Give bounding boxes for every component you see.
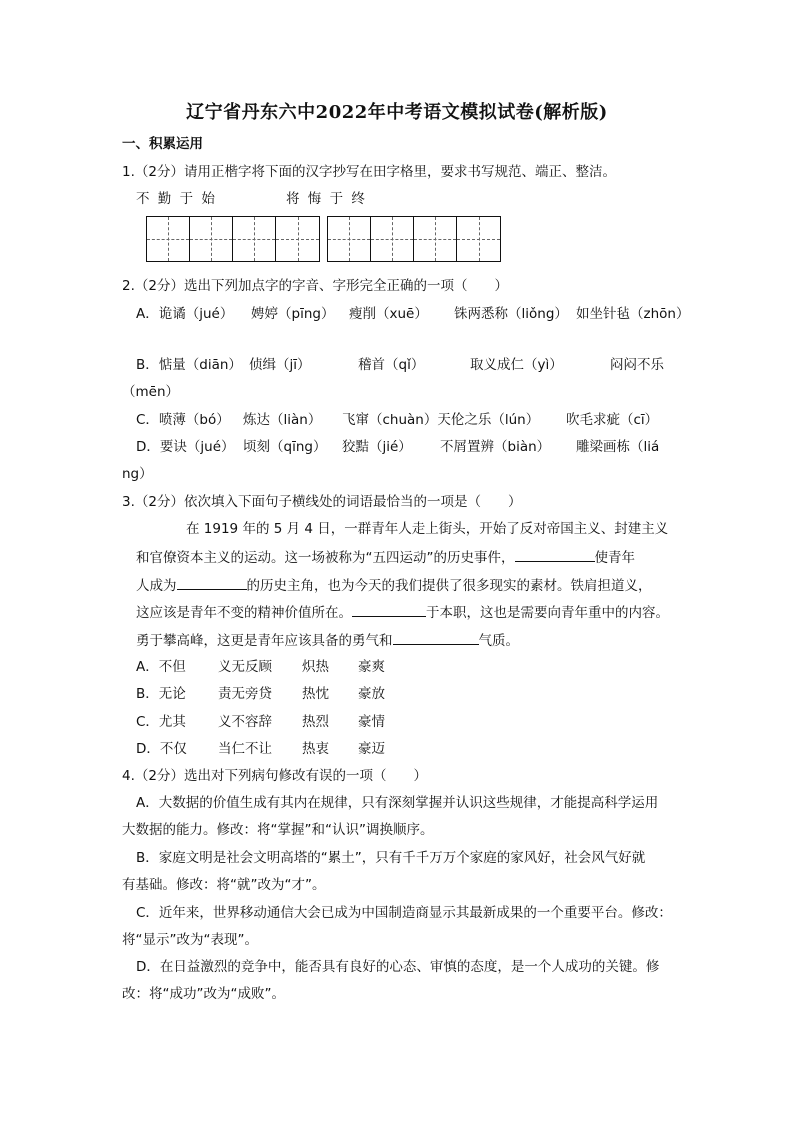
q3-option-a-4: 豪爽 — [358, 659, 385, 675]
q3-text: 气质。 — [478, 633, 519, 649]
q4-option-a-line-1: A．大数据的价值生成有其内在规律，只有深刻掌握并认识这些规律，才能提高科学运用 — [136, 795, 659, 811]
q4-option-b-line-1: B．家庭文明是社会文明高塔的“累土”，只有千千万万个家庭的家风好，社会风气好就 — [136, 850, 646, 866]
q2-option-d-3: 狡黠（jié） — [342, 439, 412, 455]
q2-option-d-5: 雕梁画栋（liá — [576, 439, 660, 455]
q3-option-b-3: 热忱 — [302, 686, 329, 702]
q2-option-c-4: 吹毛求疵（cī） — [566, 412, 659, 428]
tianzige-cell[interactable] — [457, 217, 500, 261]
tianzige-cell[interactable] — [190, 217, 233, 261]
q4-option-d-line-1: D．在日益激烈的竞争中，能否具有良好的心态、审慎的态度，是一个人成功的关键。修 — [136, 959, 660, 975]
q3-option-c-2: 义不容辞 — [218, 714, 272, 730]
q3-option-d-1: D．不仅 — [136, 741, 187, 757]
q4-option-c-line-1: C．近年来，世界移动通信大会已成为中国制造商显示其最新成果的一个重要平台。修改： — [136, 905, 672, 921]
q2-option-c-2: 炼达（liàn） — [243, 412, 322, 428]
q3-option-d-2: 当仁不让 — [218, 741, 272, 757]
q2-option-b-3: 稽首（qǐ） — [358, 357, 425, 373]
q2-option-a-4: 铢两悉称（liǒng） — [454, 306, 568, 322]
q4-option-b-line-2: 有基础。修改：将“就”改为“才”。 — [122, 877, 326, 893]
blank-4[interactable] — [393, 630, 479, 645]
q2-option-a-1: A．诡谲（jué） — [136, 306, 234, 322]
q2-option-b-4: 取义成仁（yì） — [470, 357, 563, 373]
q3-passage-line-2 — [136, 547, 635, 568]
q3-passage-line-4 — [136, 602, 669, 623]
tianzige-grid-2[interactable] — [327, 216, 501, 262]
tianzige-grid-1[interactable] — [146, 216, 320, 262]
q2-option-b-1: B．惦量（diān） — [136, 357, 242, 373]
tianzige-cell[interactable] — [276, 217, 319, 261]
tianzige-cell[interactable] — [414, 217, 457, 261]
q2-option-d-4: 不屑置辨（biàn） — [440, 439, 551, 455]
q2-option-b-2: 侦缉（jī） — [249, 357, 311, 373]
q3-option-c-4: 豪情 — [358, 714, 385, 730]
q3-option-a-2: 义无反顾 — [218, 659, 272, 675]
q3-passage-line-1: 在 1919 年的 5 月 4 日，一群青年人走上街头，开始了反对帝国主义、封建主义 — [186, 521, 669, 537]
q3-option-b-4: 豪放 — [358, 686, 385, 702]
q1-phrase-1: 不 勤 于 始 — [136, 191, 217, 207]
q2-option-b-5: 闷闷不乐 — [610, 357, 664, 373]
q3-option-d-3: 热衷 — [302, 741, 329, 757]
q2-option-a-5: 如坐针毡（zhōn） — [576, 306, 690, 322]
q3-passage-line-5 — [136, 630, 519, 651]
tianzige-cell[interactable] — [233, 217, 276, 261]
q2-option-b-wrap: （mēn） — [122, 384, 180, 400]
q3-option-c-3: 热烈 — [302, 714, 329, 730]
q3-stem: 3.（2分）依次填入下面句子横线处的词语最恰当的一项是（ ） — [122, 494, 522, 510]
q1-phrase-2: 将 悔 于 终 — [286, 191, 367, 207]
tianzige-cell[interactable] — [328, 217, 371, 261]
blank-1[interactable] — [515, 547, 595, 562]
section-heading: 一、积累运用 — [122, 136, 203, 152]
q2-stem: 2.（2分）选出下列加点字的字音、字形完全正确的一项（ ） — [122, 278, 508, 294]
q2-option-a-2: 娉婷（pīng） — [251, 306, 335, 322]
q2-option-d-wrap: ng） — [122, 466, 153, 482]
q4-option-d-line-2: 改：将“成功”改为“成败”。 — [122, 986, 285, 1002]
q3-text: 这应该是青年不变的精神价值所在。 — [136, 605, 352, 621]
q2-option-d-2: 顷刻（qīng） — [243, 439, 327, 455]
q4-stem: 4.（2分）选出对下列病句修改有误的一项（ ） — [122, 768, 427, 784]
q3-passage-line-3 — [136, 575, 652, 596]
q2-option-d-1: D．要诀（jué） — [136, 439, 235, 455]
q3-option-d-4: 豪迈 — [358, 741, 385, 757]
q3-text: 的历史主角，也为今天的我们提供了很多现实的素材。铁肩担道义， — [246, 578, 652, 594]
q3-option-c-1: C．尤其 — [136, 714, 186, 730]
q3-text: 于本职，这也是需要向青年重中的内容。 — [426, 605, 669, 621]
q3-text: 和官僚资本主义的运动。这一场被称为“五四运动”的历史事件， — [136, 550, 515, 566]
q3-option-a-1: A．不但 — [136, 659, 186, 675]
q2-option-c-1: C．喷薄（bó） — [136, 412, 230, 428]
q1-stem: 1.（2分）请用正楷字将下面的汉字抄写在田字格里，要求书写规范、端正、整洁。 — [122, 164, 616, 180]
q2-option-a-3: 瘦削（xuē） — [349, 306, 428, 322]
q2-option-c-3: 飞窜（chuàn）天伦之乐（lún） — [342, 412, 540, 428]
q3-option-b-1: B．无论 — [136, 686, 186, 702]
blank-2[interactable] — [177, 575, 247, 590]
q4-option-c-line-2: 将“显示”改为“表现”。 — [122, 932, 258, 948]
q4-option-a-line-2: 大数据的能力。修改：将“掌握”和“认识”调换顺序。 — [122, 822, 434, 838]
q3-text: 勇于攀高峰，这更是青年应该具备的勇气和 — [136, 633, 393, 649]
q3-option-b-2: 责无旁贷 — [218, 686, 272, 702]
blank-3[interactable] — [352, 602, 426, 617]
q3-option-a-3: 炽热 — [302, 659, 329, 675]
tianzige-cell[interactable] — [371, 217, 414, 261]
tianzige-cell[interactable] — [147, 217, 190, 261]
q3-text: 人成为 — [136, 578, 177, 594]
page-title: 辽宁省丹东六中2022年中考语文模拟试卷(解析版) — [186, 102, 608, 123]
q3-text: 使青年 — [594, 550, 635, 566]
